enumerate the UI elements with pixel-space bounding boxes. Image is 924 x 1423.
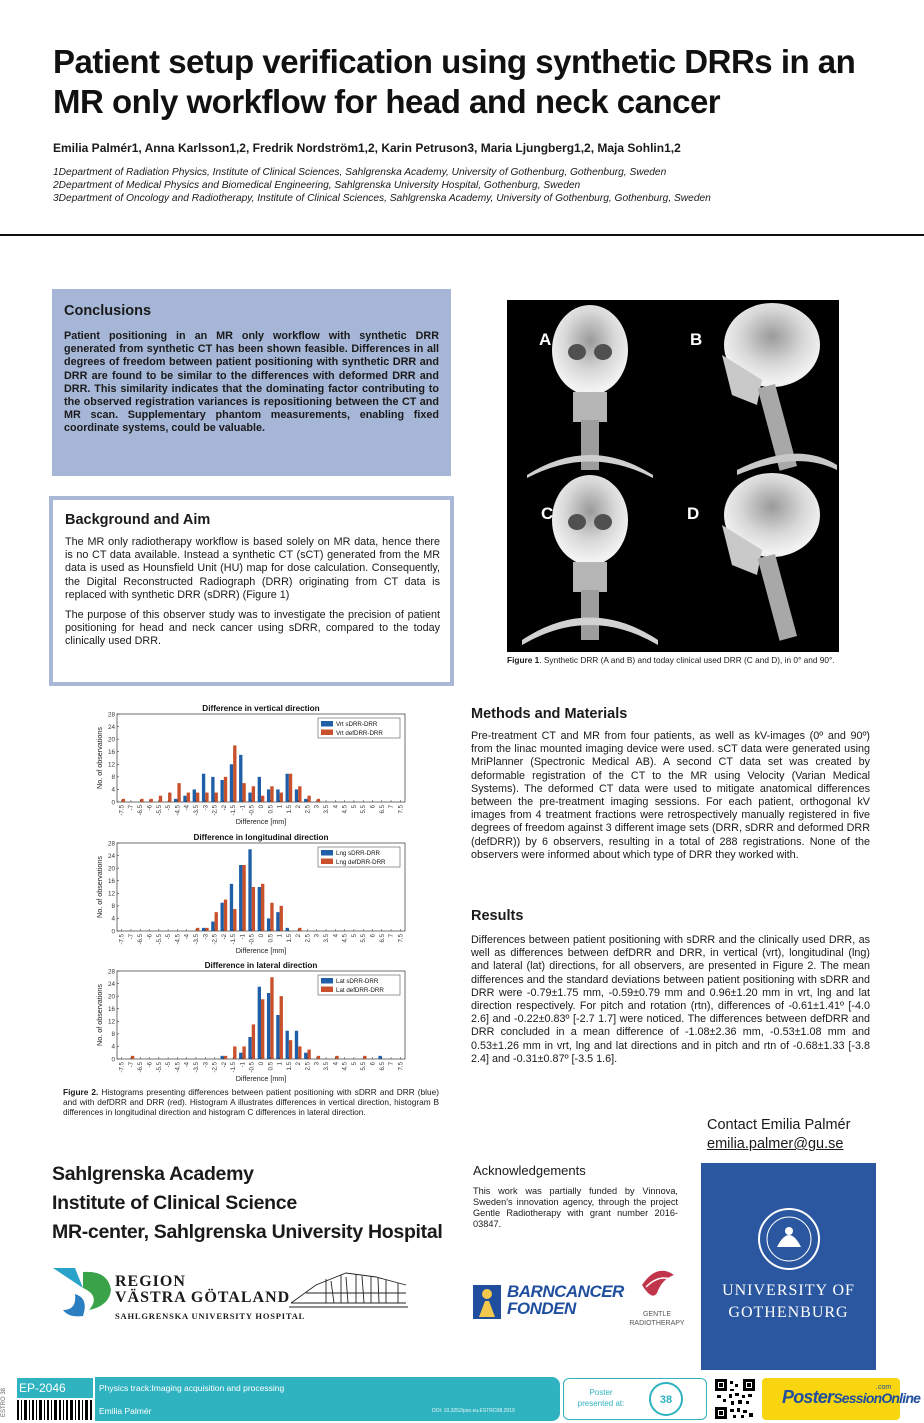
x-tick-label: -6 [146,1062,154,1068]
y-tick-label: 12 [107,1018,115,1026]
x-tick-label: 4 [332,934,340,938]
methods-text: Pre-treatment CT and MR from four patients, as well as kV-images (0º and 90º) from the linac mounted imaging device were used. sCT data were generated using MriPlanner (Spectronic Medical AB). A second CT data set was created by deformable registration of the CT to the MR using Velocity (Varian Medical Systems). The deformed CT data were used to mitigate anatomical differences between the pre-treatment imaging sessions. For each patient, orthogonal kV images from 4 treatment fractions were retrospectively manually registered in five degrees of freedom against 3 different image sets (DRR, sDRR and deformed DRR (defDRR)) by 6 observers, resulting in a total of 288 registrations. None of the observers were informed about which type of DRR they worked with. [471,730,870,861]
bar-series-1 [267,918,270,931]
legend-swatch-2 [321,730,333,736]
bar-series-2 [233,745,236,802]
y-tick-label: 4 [111,786,115,794]
gentle-radiotherapy-logo [626,1265,688,1325]
x-tick-label: 5 [350,1062,358,1066]
bar-series-1 [248,849,251,931]
bar-series-1 [239,1053,242,1059]
x-tick-label: -7 [127,1062,135,1068]
x-tick-label: 1.5 [285,934,293,943]
bar-series-1 [276,1015,279,1059]
gentle-emblem-icon [632,1265,682,1305]
bar-series-2 [159,796,162,802]
bar-series-1 [248,793,251,802]
acknowledgements-heading: Acknowledgements [473,1163,586,1178]
bar-series-1 [220,903,223,931]
y-tick-label: 20 [107,736,115,744]
building-sketch-icon [286,1263,411,1315]
background-paragraph-2: The purpose of this observer study was to investigate the precision of patient positioning for head and neck cancer using sDRR, compared to the today clinically used DRR. [65,609,440,648]
x-tick-label: 2.5 [304,934,312,943]
bar-series-2 [289,1040,292,1059]
legend-swatch-2 [321,987,333,993]
x-axis-label: Difference [mm] [235,817,287,826]
x-tick-label: 6.5 [378,805,386,814]
header-divider [0,234,924,236]
bar-series-2 [242,1046,245,1059]
org-line-1: Sahlgrenska Academy [52,1163,254,1185]
bar-series-1 [258,987,261,1059]
x-tick-label: 0 [258,934,265,938]
university-seal-icon [757,1207,821,1271]
bar-series-2 [307,1050,310,1059]
x-tick-label: 5.5 [360,934,368,943]
legend-swatch-1 [321,978,333,984]
x-tick-label: 0.5 [267,1062,275,1071]
y-tick-label: 0 [111,928,115,936]
y-tick-label: 28 [107,968,115,976]
results-text: Differences between patient positioning with sDRR and the clinically used DRR, as well as differences between defDRR and DRR, in vertical (vrt), longitudinal (lng) and lateral (lat) directions, for all observers, are presented in Figure 2. The mean differences and the standard deviations between patient positioning with sDRR and DRR were -0.79±1.75 mm, -0.59±0.79 mm and 0.96±1.20 mm in vrt, lng and lat direction respectively. For pitch and rotation (rtn), differences of -0.61±1.41º [-4.0 2.6] and -0.22±0.83º [-2.7 1.7] were noticed. The differences between defDRR and DRR concluded in a mean difference of -1.08±2.36 mm, -0.53±1.08 mm and 0.53±1.26 mm in vrt, lng and lat directions and in pitch and rtn of -0.68±1.33 [-3.8 2.4] and -0.31±0.87º [-3.5 1.6]. [471,934,870,1065]
figure1-caption [507,655,842,665]
org-line-3: MR-center, Sahlgrenska University Hospital [52,1221,443,1243]
x-tick-label: 3 [313,805,321,809]
x-tick-label: -5 [165,934,173,940]
bar-series-1 [230,884,233,931]
brand-part-2: SessionOnline [833,1390,921,1406]
gentle-name-1: GENTLE [642,1311,671,1318]
x-tick-label: -3 [202,934,210,940]
gentle-name-2: RADIOTHERAPY [629,1320,685,1327]
bar-series-1 [267,993,270,1059]
bar-series-2 [242,783,245,802]
bar-series-1 [239,865,242,931]
y-tick-label: 4 [111,915,115,923]
barncancer-logo [473,1282,624,1323]
poster-title: Patient setup verification using synthetic DRRs in an MR only workflow for head and neck cancer [53,43,856,120]
x-tick-label: -2.5 [211,1062,219,1073]
conclusions-heading: Conclusions [64,303,152,319]
x-tick-label: 3 [313,1062,321,1066]
chart-title: Difference in vertical direction [202,704,320,713]
background-box [49,496,454,686]
author-list: Emilia Palmér1, Anna Karlsson1,2, Fredrik Nordström1,2, Karin Petruson3, Maria Ljungberg1,2, Maja Sohlin1,2 [53,141,681,155]
background-heading: Background and Aim [65,512,211,528]
bar-series-1 [183,796,186,802]
legend-label-1: Vrt sDRR-DRR [336,721,378,729]
results-heading: Results [471,908,524,924]
bar-series-1 [202,928,205,931]
bar-series-1 [202,774,205,802]
acknowledgements-text: This work was partially funded by Vinnova, Sweden's innovation agency, through the project Gentle Radiotherapy with grant number 2016-03847. [473,1186,678,1229]
bar-series-1 [193,789,196,802]
x-tick-label: -1 [239,1062,247,1068]
x-tick-label: -4.5 [174,1062,182,1073]
figure2-caption-text: Histograms presenting differences between patient positioning with sDRR and DRR (blue) and with defDRR and DRR (red). Histogram A illustrates differences in vertical direction, histogram B differences in longitudinal direction and histogram C differences in lateral direction. [63,1087,440,1117]
x-tick-label: 5.5 [360,805,368,814]
xray-b-image [722,303,837,475]
presented-at-box [563,1378,707,1420]
x-tick-label: 2.5 [304,1062,312,1071]
x-tick-label: 7 [388,1062,396,1066]
x-tick-label: 7 [388,934,396,938]
x-tick-label: -3.5 [192,805,200,816]
university-name-1: UNIVERSITY OF [722,1282,855,1299]
barncancer-name-2: FONDEN [507,1299,576,1318]
x-tick-label: -4.5 [174,805,182,816]
x-tick-label: -5.5 [155,934,163,945]
bar-series-2 [224,777,227,802]
bar-series-2 [252,887,255,931]
y-tick-label: 8 [111,903,115,911]
chart-title: Difference in longitudinal direction [193,833,329,842]
region-emblem-icon [53,1266,113,1322]
affiliation-3: 3Department of Oncology and Radiotherapy, Institute of Clinical Sciences, Sahlgrenska Academy, University of Gothenburg, Gothenburg, Sweden [53,193,711,204]
x-tick-label: 7.5 [397,1062,405,1071]
x-tick-label: 1 [276,1062,284,1066]
x-tick-label: 2 [295,805,303,809]
bar-series-2 [280,793,283,802]
barncancer-name-1: BARNCANCER [507,1282,624,1301]
x-tick-label: -6 [146,805,154,811]
x-tick-label: -0.5 [248,934,256,945]
x-tick-label: -2 [220,1062,228,1068]
estro-logo-icon [646,1381,686,1417]
bar-series-2 [196,793,199,802]
bar-series-1 [220,780,223,802]
x-tick-label: 1 [276,934,284,938]
x-tick-label: 3.5 [323,805,331,814]
x-tick-label: 6 [369,934,377,938]
xray-label-a: A [539,330,552,349]
postersessiononline-logo [762,1378,921,1420]
contact-email-link[interactable]: emilia.palmer@gu.se [707,1136,844,1152]
affiliation-2: 2Department of Medical Physics and Biomedical Engineering, Sahlgrenska University Hospital, Gothenburg, Sweden [53,180,581,191]
y-tick-label: 16 [107,749,115,757]
figure1-caption-label: Figure 1 [507,655,540,665]
bar-series-2 [233,1046,236,1059]
bar-series-2 [140,799,143,802]
x-axis-label: Difference [mm] [235,1074,287,1083]
x-tick-label: -3.5 [192,1062,200,1073]
y-tick-label: 20 [107,865,115,873]
organisation-block [52,1160,443,1247]
barcode-icon [17,1400,93,1420]
xray-c-image [522,475,658,645]
bar-series-1 [220,1056,223,1059]
x-tick-label: -3 [202,1062,210,1068]
x-tick-label: -5 [165,1062,173,1068]
x-tick-label: 0.5 [267,805,275,814]
bar-series-1 [286,774,289,802]
x-tick-label: 6 [369,1062,377,1066]
y-tick-label: 8 [111,1031,115,1039]
y-tick-label: 0 [111,799,115,807]
x-tick-label: 2 [295,1062,303,1066]
x-tick-label: -2.5 [211,934,219,945]
bar-series-2 [261,884,264,931]
y-axis-label: No. of observations [95,727,104,789]
university-logo-panel [701,1163,876,1370]
bar-series-2 [289,774,292,802]
x-tick-label: 5.5 [360,1062,368,1071]
x-tick-label: -6 [146,934,154,940]
bar-series-1 [211,777,214,802]
x-tick-label: 1 [276,805,284,809]
bar-series-2 [233,909,236,931]
bar-series-1 [267,789,270,802]
region-name-2: VÄSTRA GÖTALAND [115,1289,291,1306]
x-tick-label: 3.5 [323,1062,331,1071]
bar-series-1 [276,789,279,802]
bar-series-2 [177,783,180,802]
x-tick-label: 7.5 [397,934,405,943]
bar-series-1 [239,755,242,802]
x-tick-label: 2.5 [304,805,312,814]
bar-series-2 [317,799,320,802]
bar-series-2 [131,1056,134,1059]
org-line-2: Institute of Clinical Science [52,1192,297,1214]
bar-series-1 [174,799,177,802]
bar-series-2 [150,799,153,802]
x-tick-label: 4.5 [341,934,349,943]
bar-series-1 [295,789,298,802]
x-tick-label: 6.5 [378,1062,386,1071]
bar-series-2 [215,793,218,802]
conclusions-text: Patient positioning in an MR only workflow with synthetic DRR generated from synthetic CT has been shown feasible. Differences in all degrees of freedom between patient positioning with synthetic DRR and DRR are found to be similar to the differences with deformed DRR and DRR. This similarity indicates that the dominating factor contributing to the observed registration variances is repositioning between the CT and MR scan. Supplementary phantom measurements, enabling fixed coordinate systems, could be valuable. [64,330,439,435]
x-tick-label: -7 [127,934,135,940]
bar-series-2 [205,793,208,802]
bar-series-2 [335,1056,338,1059]
contact-name: Contact Emilia Palmér [707,1117,851,1133]
conclusions-box [52,289,451,476]
x-tick-label: 7.5 [397,805,405,814]
xray-label-d: D [687,504,700,523]
legend-swatch-1 [321,721,333,727]
university-name-2: GOTHENBURG [728,1304,849,1321]
x-tick-label: -5.5 [155,1062,163,1073]
barncancer-emblem-icon [473,1285,501,1319]
footer-doi: DOI: 10.3252/pso.eu.ESTRO38.2019 [432,1408,515,1414]
x-tick-label: -0.5 [248,805,256,816]
contact-block [707,1116,850,1154]
legend-label-2: Lng defDRR-DRR [336,858,386,866]
x-tick-label: -3.5 [192,934,200,945]
x-tick-label: 1.5 [285,1062,293,1071]
bar-series-2 [298,786,301,802]
bar-series-1 [258,777,261,802]
bar-series-2 [270,977,273,1059]
bar-series-2 [252,786,255,802]
xray-d-image [722,473,820,641]
bar-series-2 [215,912,218,931]
x-tick-label: 3.5 [323,934,331,943]
bar-series-1 [286,1031,289,1059]
bar-series-1 [211,922,214,931]
x-tick-label: 4 [332,1062,340,1066]
y-tick-label: 12 [107,761,115,769]
histogram-vertical [92,702,412,827]
y-tick-label: 24 [107,980,115,988]
y-tick-label: 16 [107,878,115,886]
x-tick-label: -1 [239,934,247,940]
bar-series-1 [304,1053,307,1059]
x-tick-label: -5.5 [155,805,163,816]
bar-series-1 [295,1031,298,1059]
bar-series-2 [307,796,310,802]
footer-side-strip [0,1377,16,1421]
y-tick-label: 20 [107,993,115,1001]
methods-heading: Methods and Materials [471,706,628,722]
x-tick-label: -4.5 [174,934,182,945]
footer-side-code: ESTRO 38 [1,1387,7,1417]
figure1-xray-panel [507,300,839,652]
x-tick-label: -7.5 [118,1062,126,1073]
footer-track-bar [95,1377,560,1421]
x-tick-label: 2 [295,934,303,938]
estro-number: 38 [659,1394,673,1406]
x-tick-label: -1.5 [230,934,238,945]
bar-series-2 [168,793,171,802]
y-tick-label: 24 [107,852,115,860]
bar-series-2 [298,1046,301,1059]
bar-series-1 [286,928,289,931]
x-tick-label: -2.5 [211,805,219,816]
y-tick-label: 12 [107,890,115,898]
figure2-caption [63,1087,439,1117]
bar-series-2 [205,928,208,931]
chart-title: Difference in lateral direction [204,961,318,970]
bar-series-2 [280,906,283,931]
figure1-caption-text: . Synthetic DRR (A and B) and today clinical used DRR (C and D), in 0° and 90°. [539,655,835,665]
y-tick-label: 24 [107,723,115,731]
y-tick-label: 4 [111,1043,115,1051]
legend-swatch-1 [321,850,333,856]
bar-series-2 [261,796,264,802]
histogram-longitudinal [92,831,412,956]
x-tick-label: -1 [239,805,247,811]
bar-series-2 [122,799,125,802]
x-tick-label: -1.5 [230,805,238,816]
bar-series-2 [187,793,190,802]
presented-label-1: Poster [589,1388,613,1397]
x-tick-label: 7 [388,805,396,809]
footer-track: Physics track:Imaging acquisition and processing [99,1383,285,1393]
brand-part-1: Poster [782,1387,834,1407]
legend-swatch-2 [321,859,333,865]
footer-author: Emilia Palmér [99,1406,152,1416]
xray-label-c: C [541,504,554,523]
x-tick-label: 0 [258,1062,265,1066]
y-axis-label: No. of observations [95,856,104,918]
background-paragraph-1: The MR only radiotherapy workflow is based solely on MR data, hence there is no CT data available. Instead a synthetic CT (sCT) generated from the MR data is used as Hounsfield Unit (HU) map for dose calculation. Consequently, the Digital Reconstructed Radiograph (DRR) originating from CT data is replaced with synthetic DRR (sDRR) (Figure 1) [65,536,440,601]
bar-series-2 [224,900,227,931]
bar-series-2 [224,1056,227,1059]
bar-series-2 [242,865,245,931]
x-tick-label: 0.5 [267,934,275,943]
qr-code-icon[interactable] [715,1379,755,1419]
bar-series-1 [248,1037,251,1059]
affiliations [53,166,711,205]
y-tick-label: 16 [107,1006,115,1014]
bar-series-2 [280,996,283,1059]
x-tick-label: -4 [183,1062,191,1068]
x-tick-label: -2 [220,805,228,811]
region-name-1: REGION [115,1273,186,1290]
x-tick-label: -3 [202,805,210,811]
histogram-lateral [92,959,412,1084]
x-tick-label: 5 [350,805,358,809]
y-axis-label: No. of observations [95,984,104,1046]
bar-series-2 [270,786,273,802]
x-tick-label: 4.5 [341,1062,349,1071]
x-tick-label: 6 [369,805,377,809]
x-tick-label: 4 [332,805,340,809]
x-tick-label: 3 [313,934,321,938]
figure2-caption-label: Figure 2. [63,1087,99,1097]
x-tick-label: 5 [350,934,358,938]
x-tick-label: 0 [258,805,265,809]
legend-label-1: Lng sDRR-DRR [336,850,381,858]
x-tick-label: 4.5 [341,805,349,814]
bar-series-1 [378,1056,381,1059]
x-tick-label: -6.5 [137,934,145,945]
region-hospital-name: SAHLGRENSKA UNIVERSITY HOSPITAL [115,1311,306,1321]
affiliation-1: 1Department of Radiation Physics, Institute of Clinical Sciences, Sahlgrenska Academy, University of Gothenburg, Gothenburg, Sweden [53,167,667,178]
x-tick-label: -2 [220,934,228,940]
x-tick-label: -7 [127,805,135,811]
bar-series-1 [276,912,279,931]
brand-com: .com [876,1384,892,1391]
legend-label-1: Lat sDRR-DRR [336,978,379,986]
y-tick-label: 8 [111,774,115,782]
x-tick-label: -7.5 [118,805,126,816]
poster-code-badge: EP-2046 [17,1378,93,1398]
x-tick-label: 1.5 [285,805,293,814]
bar-series-2 [317,1056,320,1059]
x-tick-label: -4 [183,934,191,940]
legend-label-2: Vrt defDRR-DRR [336,729,383,737]
bar-series-1 [230,764,233,802]
x-axis-label: Difference [mm] [235,946,287,955]
legend-label-2: Lat defDRR-DRR [336,986,384,994]
xray-label-b: B [690,330,703,349]
x-tick-label: -0.5 [248,1062,256,1073]
y-tick-label: 28 [107,711,115,719]
bar-series-2 [270,903,273,931]
bar-series-1 [258,887,261,931]
presented-label-2: presented at: [577,1399,625,1408]
bar-series-2 [252,1024,255,1059]
bar-series-2 [261,999,264,1059]
x-tick-label: -7.5 [118,934,126,945]
bar-series-2 [363,1056,366,1059]
bar-series-1 [304,799,307,802]
y-tick-label: 0 [111,1056,115,1064]
x-tick-label: 6.5 [378,934,386,943]
x-tick-label: -5 [165,805,173,811]
x-tick-label: -4 [183,805,191,811]
xray-images [507,300,839,652]
bar-series-2 [298,928,301,931]
x-tick-label: -6.5 [137,1062,145,1073]
x-tick-label: -1.5 [230,1062,238,1073]
x-tick-label: -6.5 [137,805,145,816]
y-tick-label: 28 [107,840,115,848]
bar-series-2 [196,928,199,931]
